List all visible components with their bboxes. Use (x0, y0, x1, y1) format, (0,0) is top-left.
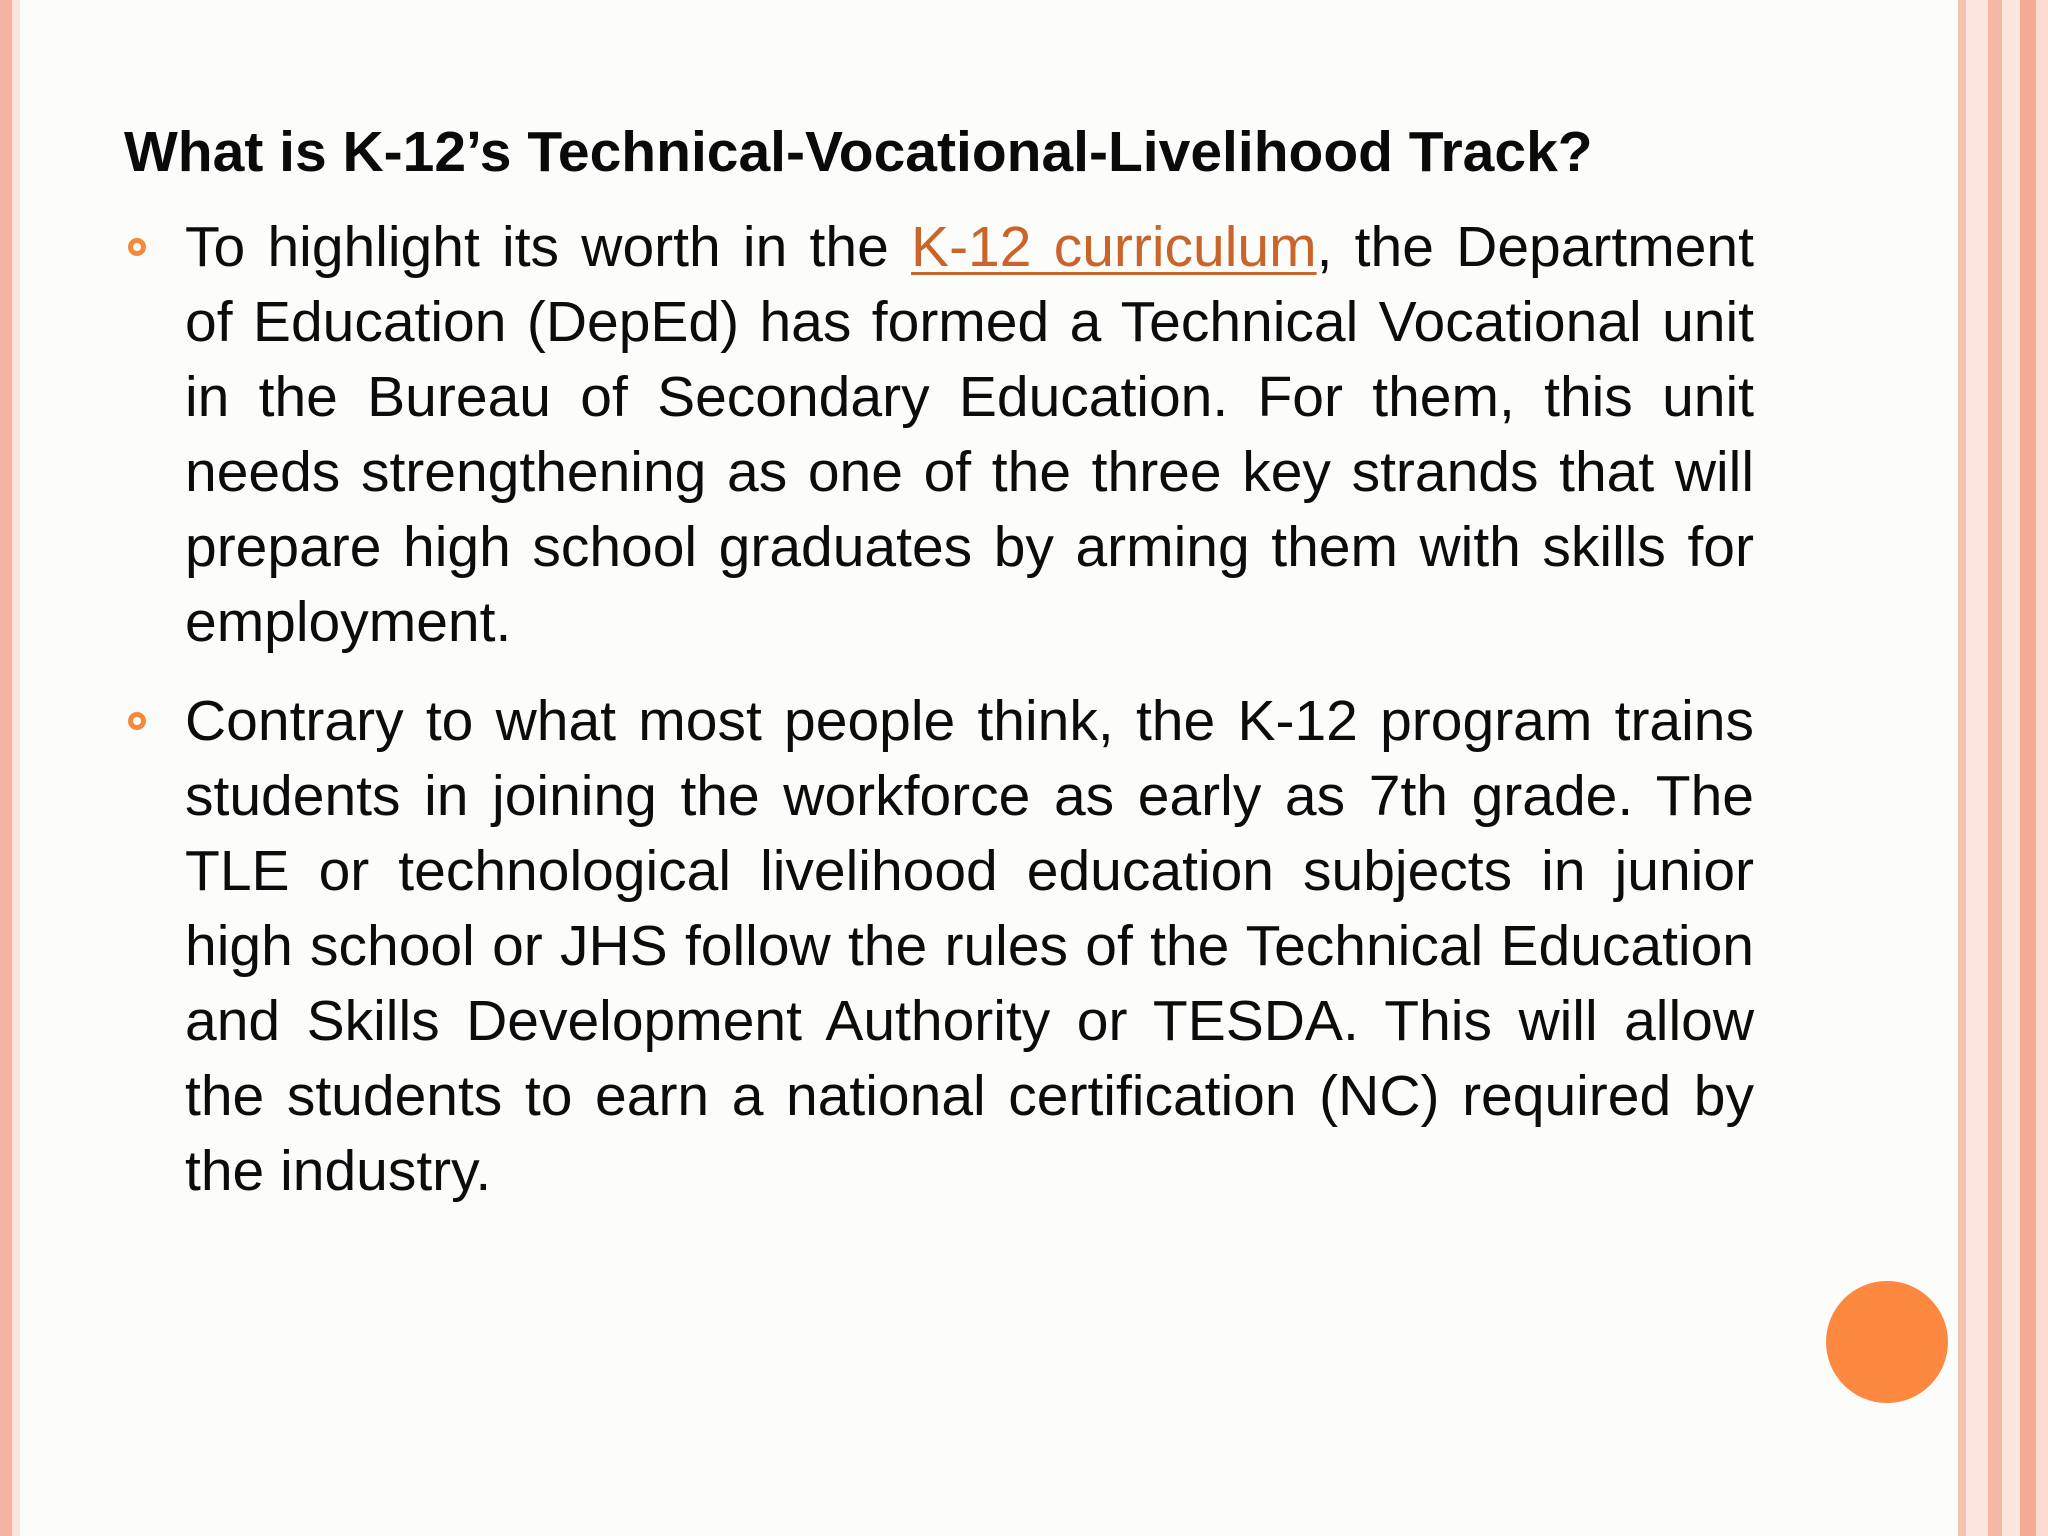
orange-circle-decoration (1826, 1281, 1948, 1403)
slide-title: What is K-12’s Technical-Vocational-Livelihood Track? (124, 120, 1593, 184)
hollow-circle-bullet-icon (128, 238, 146, 256)
bullet-text (185, 210, 1754, 660)
stripe (1958, 0, 1966, 1536)
bullet-text: Contrary to what most people think, the K-12 program trains students in joining the workforce as early as 7th grade. The TLE or technological livelihood education subjects in junior high school or JHS follow the rules of the Technical Education and Skills Development Authority or TESDA. This will allow the students to earn a national certification (NC) required by the industry. (185, 689, 1754, 1203)
k12-curriculum-link[interactable]: K-12 curriculum (911, 215, 1317, 279)
left-border-inner-decoration (12, 0, 20, 1536)
stripe (1988, 0, 2002, 1536)
bullet-item (124, 210, 1754, 660)
bullet-text-after: , the Department of Education (DepEd) has formed a Technical Vocational unit in the Bureau of Secondary Education. For them, this unit needs strengthening as one of the three key strands that will prepare high school graduates by arming them with skills for employment. (185, 215, 1754, 654)
hollow-circle-bullet-icon (128, 712, 146, 730)
left-border-decoration (0, 0, 12, 1536)
bullet-text-before: To highlight its worth in the (185, 215, 912, 279)
stripe (2002, 0, 2020, 1536)
stripe (2020, 0, 2036, 1536)
stripe (2036, 0, 2048, 1536)
bullet-list (124, 210, 1754, 1233)
right-stripe-decoration (1958, 0, 2048, 1536)
stripe (1966, 0, 1988, 1536)
bullet-item (124, 684, 1754, 1209)
